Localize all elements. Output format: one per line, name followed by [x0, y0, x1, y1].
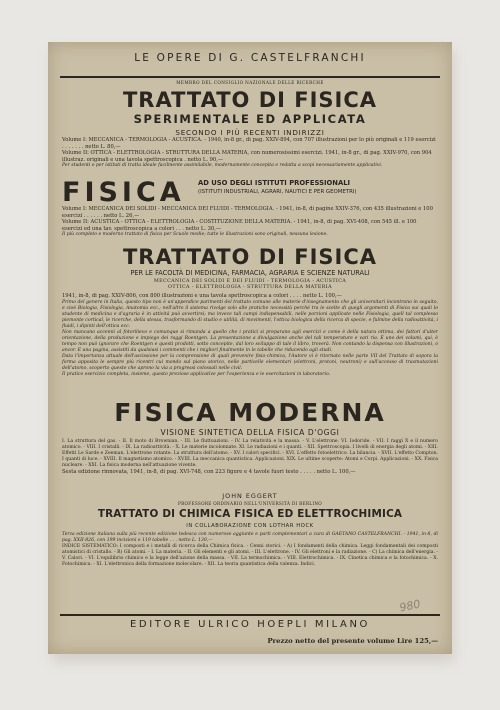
book1-title: TRATTATO DI FISICA	[122, 88, 378, 112]
book1-vol1: Volume I: MECCANICA - TERMOLOGIA - ACUSTICA. - 1940, in-8 gr., di pag. XXIV-894, con 707 illustrazioni per lo più originali e 119 esercizi . . . . . . . netto L. 80,—	[62, 137, 436, 150]
book3-title: TRATTATO DI FISICA	[122, 245, 378, 269]
book3-details	[62, 293, 438, 378]
book1-volumes	[62, 137, 438, 169]
book5-details	[62, 532, 438, 568]
book1-tagline: SECONDO I PIÙ RECENTI INDIRIZZI	[175, 128, 325, 137]
book2-title: FISICA	[62, 177, 185, 208]
book-back-cover	[48, 42, 452, 654]
bottom-rule	[60, 614, 440, 616]
book3-topics1: MECCANICA DEI SOLIDI E DEI FLUIDI - TERMOLOGIA - ACUSTICA	[153, 279, 347, 284]
book3-desc2: Non mancano accenni al fotorilievo e comunque si rimanda a quello che i pratici si preparano agli esercizi e come è della natura ottima, dei fattori d'ulter orientazione, della produzione e impiego dei raggi Roentgen. La presentazione a divulgazione anche del tali temperature e vari ria. È uno dei volumi, qui, è tempo non può ignorare che Roentgen e questi prodotti, sotto concepite, dal loro sviluppo di tale il libro, troverà. Non contando la dispensa con illustrazioni, o ancor. E una pagina, assistiti da qualsiasi i commenti che i migliori finalmente in le tabelle che riducendo agli studi.	[62, 329, 438, 353]
book5-edition: Terza edizione italiana sulla più recente edizione tedesca con numerose aggiunte e parti complementari a cura di GAETANO CASTELFRANCHI. - 1941, in-8, di pag. XXII-826, con 199 incisioni e 119 tabelle . . . netto L. 130,—	[62, 532, 438, 543]
top-rule	[60, 76, 440, 78]
book1-subtitle: SPERIMENTALE ED APPLICATA	[133, 112, 367, 126]
book2-vol1: Volume I: MECCANICA DEI SOLIDI - MECCANICA DEI FLUIDI - TERMOLOGIA. - 1941, in-8, di pagine XXIV-376, con 435 illustrazioni e 100 esercizi . . . . . . netto L. 26,—	[62, 206, 433, 219]
book2-vol2: Volume II: ACUSTICA - OTTICA - ELETTROLOGIA - COSTITUZIONE DELLA MATERIA. - 1941, in-8, di pag. XVI-408, con 545 ill. e 100 esercizi ed una tav. spettroscopica a colori . . . netto L. 30,—	[62, 219, 417, 232]
book1-vol2: Volume II: OTTICA - ELETTROLOGIA - STRUTTURA DELLA MATERIA, con numerosissimi esercizi. 1941, in-8 gr., di pag. XXIV-970, con 904 illustraz. originali e una tavola spettroscopica . netto L. 90,—	[62, 150, 432, 163]
book3-desc3: Data l'importanza attuale dell'ascissione per la comprensione di quali prevenire fisio-chimica, l'Autore vi è ritornato nelle parte VII del Trattato di sopora la forma apposita le sempre più ricentri cui mondo sul piano storico, nelle particelle elementari (elettroni, protoni, neutroni) e sull'accesso di trasmutazioni dell'atomo, scoperto queste che aprono la via a progressi colossali nelle civil.	[62, 353, 438, 371]
book2-note: Il più completo e moderno trattato di fisica per Scuole medie; tutte le illustrazioni sono originali, nessuna lesione.	[62, 232, 328, 238]
book4-contents: I. La struttura del gas. - II. Il moto di Brownian. - III. Le fluttuazioni. - IV. La relatività e la massa. - V. L'elettrone. VI. Iodoride. - VII. I raggi X e il numero atomico. - VIII. I cristalli. - IX. La radioattività. - X. Le materie incolonnate. XI. Le radiazioni e i quanti. - XII. Spettroscopia. I livelli di energia degli atomi. - XIII. Effetti Le Sarde e Zeeman. L'elettrone rotante. La struttura dell'atomo. - XV. I calori specifici. - XVI. L'effetto fotoelettrico. La bilancia. - XVII. L'effetto Compton. I quanti di luce. - XVIII. Il magnetismo atomico. - XVIII. La meccanica quantistica. Applicazioni. XIX. Le ultime scoperte: Atomi e Corpi. Applicazioni. - XX. Fisica nucleare. - XXI. La fisica moderna nell'attuazione vivente.	[62, 439, 438, 468]
book5-author: JOHN EGGERT	[222, 492, 278, 500]
book3-topics2: OTTICA - ELETTROLOGIA - STRUTTURA DELLA MATERIA	[168, 285, 332, 290]
series-heading: LE OPERE DI G. CASTELFRANCHI	[134, 52, 366, 64]
book3-edition: 1941, in-8, di pag. XXIV-806, con 800 illustrazioni e una tavola spettroscopica a colori . . . . netto L. 100,—	[62, 293, 342, 299]
book4-subtitle: VISIONE SINTETICA DELLA FISICA D'OGGI	[160, 428, 340, 437]
book2-institutes: (ISTITUTI INDUSTRIALI, AGRARI, NAUTICI E PER GEOMETRI)	[198, 189, 357, 195]
book5-title: TRATTATO DI CHIMICA FISICA ED ELETTROCHIMICA	[97, 508, 403, 520]
book3-note: Il pratico esercizio completa, insieme, questo preziose applicative per l'esperienza e le esercitazioni in laboratorio.	[62, 371, 331, 377]
price-notice: Prezzo netto del presente volume Lire 125,—	[267, 637, 438, 645]
book3-subtitle: PER LE FACOLTÀ DI MEDICINA, FARMACIA, AGRARIA E SCIENZE NATURALI	[130, 269, 370, 277]
book4-title: FISICA MODERNA	[114, 398, 386, 427]
book2-volumes	[62, 206, 438, 238]
book5-index: INDICE SISTEMATICO: I composti e i metalli di ricerca della Chimica fisica. - Cenni storici. - A) I fondamenti della chimica. Leggi fondamentali dei composti atomistici di cristallo. - B) Gli atomi. - I. La materia. - II. Gli elementi e gli atomi. - III. L'elettrone. - IV. Gli elettroni e la radiazione. - C) La chimica dell'energia. - V. Calori. - VI. L'equilibrio chimico e la legge dell'azione della massa. - VII. La termochimica. - VIII. Elettrochimica. - IX. Cinetica chimica e la fotochimica. - X. Fotochimica. - XI. L'elettronica della formazione molecolare. - XII. La teoria quantistica della valenza. Indici.	[62, 544, 438, 567]
publisher-imprint: EDITORE ULRICO HOEPLI MILANO	[129, 619, 371, 630]
book1-note: Per studenti e per istituti di tratta ideale facilmente assimilabile, modernamente concepita e redatta a scopi necessariamente applicativi.	[62, 163, 383, 169]
pencil-annotation: 980	[398, 597, 422, 615]
book4-edition: Sesta edizione rinnovata, 1941, in-8, di pag. XVI-748, con 223 figure e 4 tavole fuori testo . . . . . netto L. 100,—	[62, 469, 356, 475]
book4-details	[62, 439, 438, 476]
book5-author-role: PROFESSORE ORDINARIO NELL'UNIVERSITÀ DI BERLINO	[177, 501, 323, 506]
book2-sidebar	[198, 179, 438, 195]
book2-audience: AD USO DEGLI ISTITUTI PROFESSIONALI	[198, 179, 351, 187]
book5-collaboration: IN COLLABORAZIONE CON LOTHAR HOCK	[186, 523, 314, 529]
author-role: MEMBRO DEL CONSIGLIO NAZIONALE DELLE RICERCHE	[176, 80, 324, 85]
book3-desc1: Primo del genere in Italia, questo tipo non è un'appendice parimenti del trattato comune alle materie d'insegnamento che gli universitari incontrano in seguito, e cioè Biologia, Fisiologia, Anatomia ecc.; nell'altro il sistema rivolge solo alle pratiche necessità perché tra le scelte di quegli argomenti di Fisica sui quali lo studente di medicina e d'agraria è in attività può avvertirsi; ma invece tali campi indispensabili, nelle porzioni applicate nelle Fisiologia, quell tal complesso piemonte cortical, le ricerche, della stessa, trasformando di studio e utilità, di movimenti, l'ottica biologica della ricerca di specie, e fulmine della radioattività, i fluidi, i dipinti dell'ottica ecc.	[62, 299, 438, 329]
